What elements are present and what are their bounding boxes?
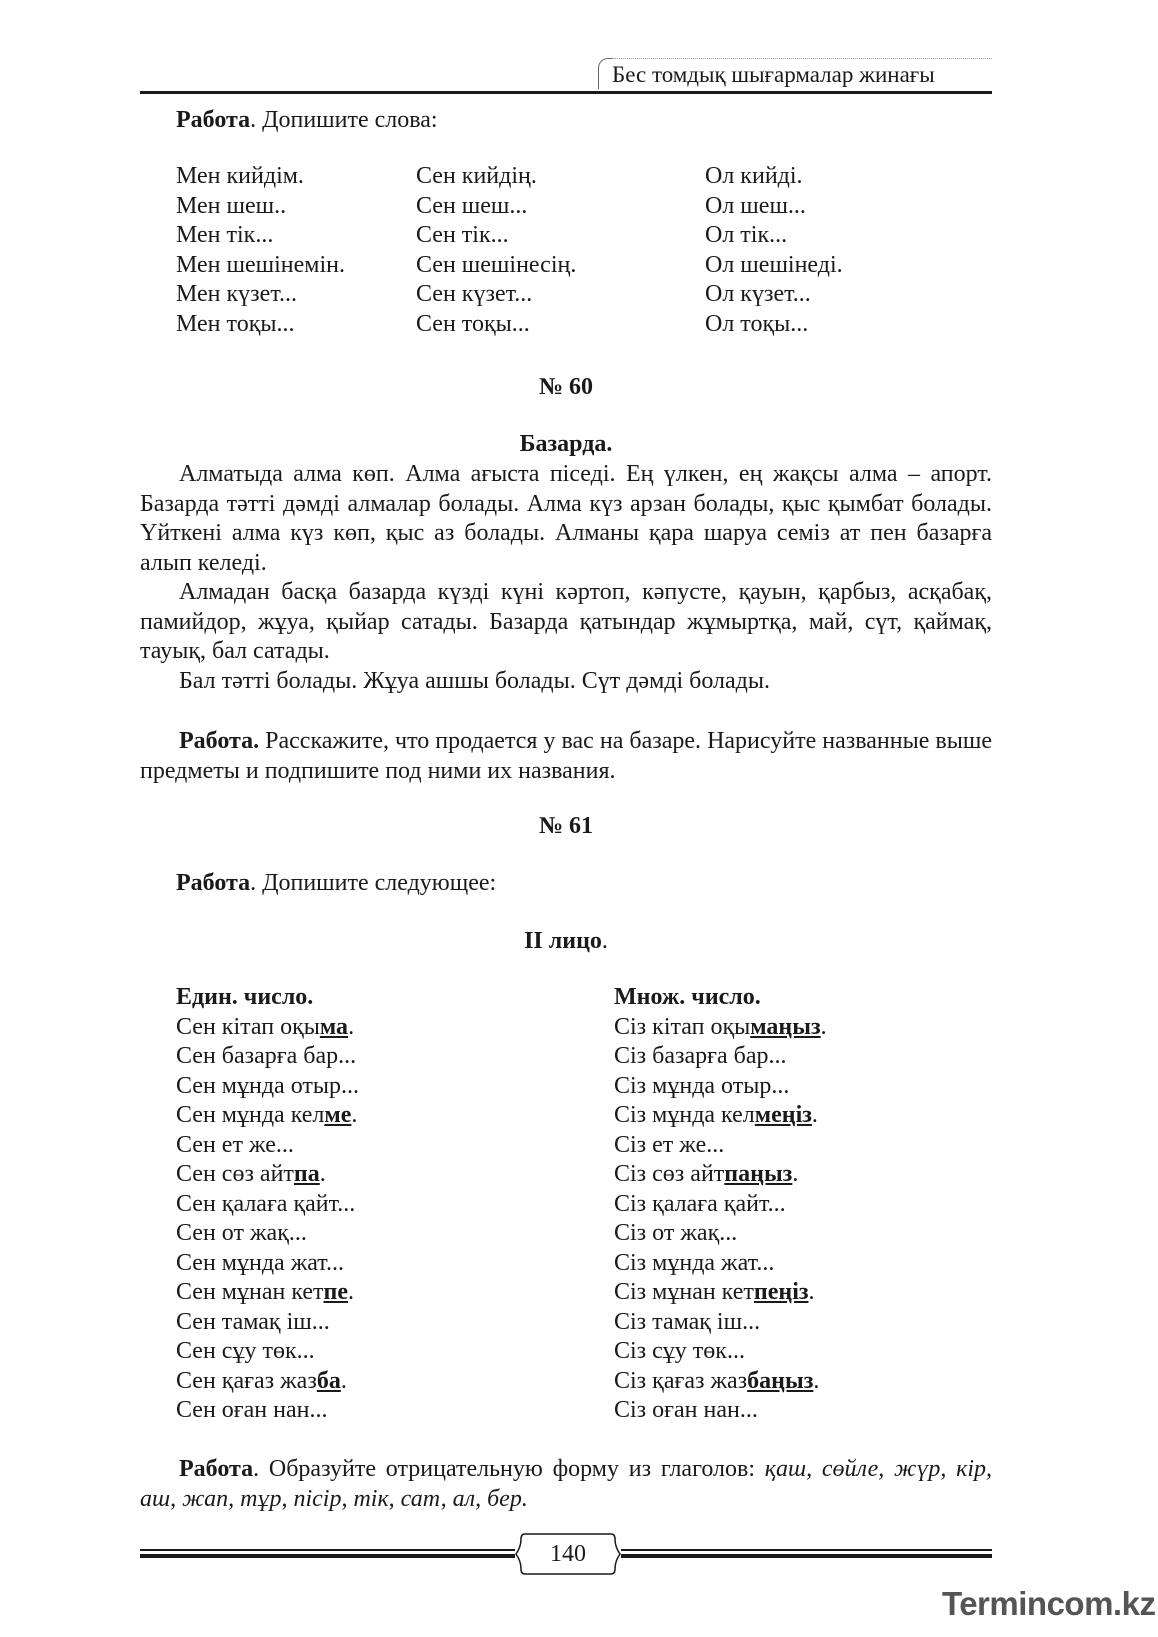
- conj-cell: Ол кийді.: [705, 163, 803, 189]
- task-text: . Образуйте отрицательную форму из глаголов:: [253, 1456, 765, 1482]
- exercise-60-text: [140, 460, 992, 696]
- exercise-60-task: [140, 727, 992, 786]
- suffix: па: [293, 1161, 320, 1187]
- singular-form: Сен мұнда жат...: [176, 1249, 344, 1276]
- plural-header: Множ. число.: [614, 984, 761, 1010]
- watermark-logo: Termincom.kz: [942, 1585, 1156, 1622]
- verb-list: қаш, сөйле, жүр, кір, аш, жап, тұр, пісір, тік, сат, ал, бер.: [140, 1456, 992, 1512]
- singular-form: Сен мұнда отыр...: [176, 1072, 359, 1099]
- conj-cell: Мен тоқы...: [176, 310, 295, 337]
- running-header: Бес томдық шығармалар жинағы: [612, 62, 935, 87]
- header-rule: [140, 91, 992, 94]
- conj-cell: Ол тік...: [705, 222, 788, 248]
- suffix: маңыз: [750, 1013, 821, 1040]
- footer-rule-left: [140, 1549, 515, 1551]
- conj-cell: Сен күзет...: [416, 281, 533, 307]
- header-ornament: [598, 58, 613, 89]
- suffix: ма: [319, 1013, 349, 1040]
- conj-cell: Мен кийдім.: [176, 163, 304, 189]
- page-number: 140: [550, 1541, 586, 1567]
- plural-column: [614, 983, 827, 1426]
- task-label: Работа: [176, 107, 251, 133]
- conj-column-2: [416, 162, 576, 339]
- conj-cell: Мен тік...: [176, 222, 274, 248]
- header-dotted-rule: [612, 58, 992, 59]
- suffix: ме: [324, 1102, 352, 1128]
- paragraph: Бал тәтті болады. Жұуа ашшы болады. Сүт дәмді болады.: [179, 667, 770, 694]
- conj-cell: Сен тік...: [416, 222, 509, 248]
- conj-cell: Сен кийдің.: [416, 163, 537, 189]
- plural-form: Сіз мұнда жат...: [614, 1249, 775, 1276]
- plural-form: Сіз қағаз жазбаңыз.: [614, 1367, 820, 1394]
- plural-form: Сіз қалаға қайт...: [614, 1190, 786, 1217]
- suffix: меңіз: [754, 1102, 812, 1128]
- conj-cell: Ол тоқы...: [705, 310, 809, 337]
- plural-form: Сіз ет же...: [614, 1131, 725, 1158]
- singular-form: Сен базарға бар...: [176, 1043, 357, 1069]
- plural-form: Сіз базарға бар...: [614, 1043, 787, 1069]
- singular-form: Сен сөз айтпа.: [176, 1161, 326, 1187]
- plural-form: Сіз сұу төк...: [614, 1338, 745, 1364]
- singular-form: Сен от жақ...: [176, 1220, 307, 1246]
- exercise-number-60: № 60: [538, 374, 594, 400]
- plural-form: Сіз мұнда келмеңіз.: [614, 1102, 818, 1128]
- singular-form: Сен мұнан кетпе.: [176, 1279, 355, 1305]
- plural-form: Сіз тамақ іш...: [614, 1308, 761, 1335]
- task-label: Работа.: [179, 728, 260, 754]
- task-label: Работа: [176, 870, 251, 896]
- conj-cell: Мен күзет...: [176, 281, 297, 307]
- task-text: . Допишите слова:: [250, 107, 438, 133]
- task-text: . Допишите следующее:: [250, 870, 497, 896]
- footer-rule-right-thick: [621, 1554, 992, 1558]
- task-label: Работа: [179, 1456, 254, 1482]
- singular-form: Сен сұу төк...: [176, 1338, 315, 1364]
- suffix: баңыз: [747, 1367, 814, 1394]
- singular-form: Сен мұнда келме.: [176, 1102, 358, 1128]
- paragraph: Алмадан басқа базарда күзді күні кәртоп, кәпусте, қауын, қарбыз, асқабақ, памийдор, жұуа, қыйар сатады. Базарда қатындар жұмыртқа, май, сүт, қаймақ, тауық, бал сатады.: [140, 579, 992, 664]
- conj-cell: Мен шеш..: [176, 192, 287, 219]
- conj-cell: Сен тоқы...: [416, 310, 530, 337]
- singular-form: Сен кітап оқыма.: [176, 1013, 355, 1040]
- plural-form: Сіз сөз айтпаңыз.: [614, 1161, 799, 1187]
- plural-form: Сіз от жақ...: [614, 1220, 738, 1246]
- paragraph: Алматыда алма көп. Алма ағыста піседі. Ең үлкен, ең жақсы алма – апорт. Базарда тәтті дәмді алмалар болады. Алма күз арзан болады, қыс қымбат болады. Үйткені алма күз көп, қыс аз болады. Алманы қара шаруа семіз ат пен базарға алып келеді.: [140, 461, 992, 576]
- footer-rule-left-thick: [140, 1554, 515, 1558]
- conj-cell: Сен шеш...: [416, 192, 528, 219]
- conj-cell: Мен шешінемін.: [176, 251, 345, 278]
- exercise-60-title: Базарда.: [519, 431, 613, 457]
- conj-cell: Сен шешінесің.: [416, 251, 577, 278]
- singular-column: [176, 983, 359, 1426]
- suffix: ба: [316, 1367, 341, 1394]
- singular-form: Сен тамақ іш...: [176, 1308, 330, 1335]
- singular-form: Сен оған нан...: [176, 1397, 328, 1423]
- conj-column-1: [176, 162, 345, 339]
- singular-header: Един. число.: [176, 984, 314, 1010]
- suffix: пе: [323, 1279, 349, 1305]
- suffix: паңыз: [724, 1161, 793, 1187]
- task-text: Расскажите, что продается у вас на базаре. Нарисуйте названные выше предметы и подпишите под ними их названия.: [140, 728, 992, 784]
- conj-cell: Ол күзет...: [705, 281, 811, 307]
- conj-cell: Ол шеш...: [705, 192, 806, 219]
- singular-form: Сен ет же...: [176, 1131, 294, 1158]
- task-1: [176, 106, 438, 136]
- conj-column-3: [705, 162, 843, 339]
- exercise-61-task: [176, 869, 496, 899]
- exercise-61-final-task: [140, 1455, 992, 1514]
- plural-form: Сіз мұнда отыр...: [614, 1072, 790, 1099]
- exercise-number-61: № 61: [538, 813, 594, 839]
- suffix: пеңіз: [753, 1279, 809, 1305]
- singular-form: Сен қалаға қайт...: [176, 1190, 356, 1217]
- plural-form: Сіз кітап оқымаңыз.: [614, 1013, 827, 1040]
- exercise-61-subtitle: II лицо.: [524, 928, 608, 954]
- plural-form: Сіз оған нан...: [614, 1397, 758, 1423]
- plural-form: Сіз мұнан кетпеңіз.: [614, 1279, 815, 1305]
- conj-cell: Ол шешінеді.: [705, 251, 843, 278]
- footer-rule-right: [621, 1549, 992, 1551]
- singular-form: Сен қағаз жазба.: [176, 1367, 347, 1394]
